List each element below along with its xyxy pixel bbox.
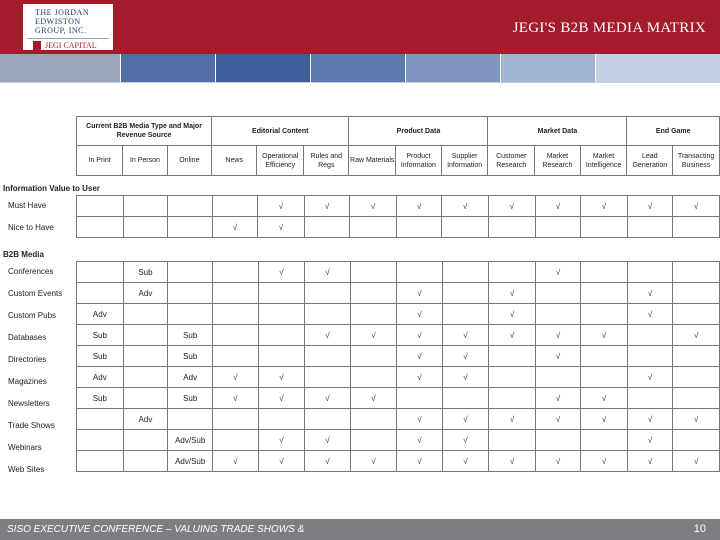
table-row: [77, 451, 720, 472]
header-group-endgame: End Game: [627, 117, 720, 146]
matrix-cell: [627, 346, 673, 367]
matrix-cell: Adv/Sub: [168, 451, 213, 472]
table-row: [77, 388, 720, 409]
matrix-cell: √: [305, 451, 351, 472]
matrix-cell: [77, 217, 124, 238]
row-label: Directories: [8, 355, 47, 364]
matrix-cell: [258, 346, 305, 367]
row-label: Databases: [8, 333, 47, 342]
matrix-cell: [168, 217, 213, 238]
matrix-cell: [123, 304, 168, 325]
page-number: 10: [693, 523, 706, 535]
table-row: [77, 196, 720, 217]
matrix-cell: √: [305, 430, 351, 451]
matrix-cell: Adv: [77, 304, 124, 325]
matrix-cell: [489, 367, 536, 388]
matrix-cell: √: [489, 196, 536, 217]
header-group-market: Market Data: [488, 117, 627, 146]
matrix-cell: [627, 262, 673, 283]
row-label: Web Sites: [8, 465, 45, 474]
slide-header: [0, 0, 720, 54]
matrix-cell: [77, 196, 124, 217]
matrix-cell: [213, 409, 259, 430]
matrix-cell: √: [305, 388, 351, 409]
matrix-cell: [627, 217, 673, 238]
matrix-cell: [397, 262, 443, 283]
strip-divider: [0, 82, 720, 83]
b2b-media-grid: [76, 261, 720, 472]
matrix-cell: √: [673, 196, 720, 217]
matrix-cell: [213, 430, 259, 451]
matrix-cell: √: [442, 409, 489, 430]
matrix-cell: [168, 409, 213, 430]
row-label: Magazines: [8, 377, 47, 386]
matrix-cell: √: [627, 283, 673, 304]
matrix-cell: √: [581, 388, 628, 409]
section-information-value: Information Value to User: [3, 184, 100, 193]
matrix-cell: [213, 325, 259, 346]
matrix-cell: [213, 304, 259, 325]
matrix-cell: [305, 409, 351, 430]
matrix-cell: [77, 283, 124, 304]
matrix-cell: [350, 262, 397, 283]
matrix-cell: [581, 304, 628, 325]
matrix-cell: √: [350, 325, 397, 346]
col-header: Product Information: [396, 146, 442, 176]
matrix-cell: [673, 262, 720, 283]
matrix-cell: [581, 217, 628, 238]
row-label: Must Have: [8, 201, 47, 210]
matrix-cell: √: [442, 196, 489, 217]
matrix-cell: [213, 262, 259, 283]
matrix-cell: √: [535, 346, 581, 367]
matrix-cell: [212, 196, 258, 217]
matrix-cell: √: [305, 325, 351, 346]
matrix-cell: √: [673, 451, 720, 472]
matrix-cell: [123, 325, 168, 346]
matrix-cell: [77, 262, 124, 283]
matrix-cell: [258, 283, 305, 304]
matrix-cell: [489, 388, 536, 409]
matrix-cell: [489, 430, 536, 451]
matrix-cell: [581, 367, 628, 388]
table-row: [77, 325, 720, 346]
matrix-cell: √: [442, 430, 489, 451]
matrix-cell: √: [258, 388, 305, 409]
col-header: In Person: [123, 146, 167, 176]
matrix-cell: [350, 304, 397, 325]
section-b2b-media: B2B Media: [3, 250, 44, 259]
matrix-cell: [535, 430, 581, 451]
matrix-cell: [213, 283, 259, 304]
matrix-cell: [123, 196, 168, 217]
matrix-cell: √: [213, 367, 259, 388]
matrix-cell: √: [442, 325, 489, 346]
matrix-cell: √: [397, 283, 443, 304]
matrix-cell: [77, 409, 124, 430]
table-row: [77, 262, 720, 283]
matrix-cell: [350, 283, 397, 304]
col-header: Transacting Business: [673, 146, 720, 176]
matrix-cell: Sub: [77, 325, 124, 346]
matrix-cell: √: [627, 430, 673, 451]
matrix-cell: √: [396, 196, 442, 217]
matrix-cell: [581, 262, 628, 283]
matrix-cell: [535, 217, 581, 238]
matrix-cell: √: [489, 451, 536, 472]
matrix-cell: √: [535, 388, 581, 409]
matrix-cell: [535, 367, 581, 388]
col-header: In Print: [77, 146, 123, 176]
matrix-cell: [350, 217, 397, 238]
row-label: Custom Pubs: [8, 311, 57, 320]
matrix-cell: [213, 346, 259, 367]
jegi-logo: [23, 4, 113, 50]
matrix-cell: [673, 346, 720, 367]
table-row: [77, 217, 720, 238]
matrix-cell: √: [304, 196, 350, 217]
slide-title: JEGI'S B2B MEDIA MATRIX: [512, 20, 706, 36]
matrix-cell: [442, 217, 489, 238]
matrix-cell: Adv: [77, 367, 124, 388]
matrix-cell: [396, 217, 442, 238]
matrix-cell: [673, 367, 720, 388]
matrix-cell: √: [627, 367, 673, 388]
matrix-cell: √: [627, 451, 673, 472]
logo-divider: [27, 38, 109, 39]
matrix-cell: √: [305, 262, 351, 283]
matrix-cell: [535, 304, 581, 325]
matrix-cell: [673, 217, 720, 238]
col-header: Lead Generation: [627, 146, 673, 176]
matrix-cell: [489, 346, 536, 367]
matrix-cell: [350, 430, 397, 451]
matrix-cell: √: [350, 196, 397, 217]
col-header: News: [212, 146, 257, 176]
logo-subtitle: JEGI CAPITAL: [45, 41, 97, 50]
matrix-cell: [442, 262, 489, 283]
row-label: Nice to Have: [8, 223, 54, 232]
matrix-cell: [168, 262, 213, 283]
matrix-cell: [673, 304, 720, 325]
matrix-cell: √: [535, 451, 581, 472]
matrix-cell: [305, 346, 351, 367]
info-value-grid: [76, 195, 720, 238]
matrix-cell: [77, 451, 124, 472]
matrix-cell: √: [397, 430, 443, 451]
matrix-cell: Sub: [168, 388, 213, 409]
matrix-cell: [673, 388, 720, 409]
table-row: [77, 409, 720, 430]
matrix-cell: √: [213, 451, 259, 472]
matrix-cell: [168, 283, 213, 304]
logo-line-2: EDWISTON: [35, 17, 81, 26]
table-row: [77, 304, 720, 325]
matrix-cell: [581, 346, 628, 367]
matrix-cell: [123, 346, 168, 367]
matrix-cell: [489, 217, 536, 238]
matrix-cell: √: [397, 409, 443, 430]
matrix-cell: [627, 325, 673, 346]
col-header: Supplier Information: [441, 146, 488, 176]
table-row: [77, 367, 720, 388]
col-header: Customer Research: [488, 146, 535, 176]
col-header: Operational Efficiency: [257, 146, 304, 176]
matrix-cell: √: [350, 451, 397, 472]
table-row: [77, 283, 720, 304]
matrix-cell: [489, 262, 536, 283]
matrix-header: [76, 116, 720, 176]
header-group-media-type: Current B2B Media Type and Major Revenue Source: [77, 117, 212, 146]
matrix-cell: √: [627, 409, 673, 430]
table-row: [77, 346, 720, 367]
matrix-cell: √: [581, 325, 628, 346]
row-label: Trade Shows: [8, 421, 55, 430]
matrix-cell: √: [442, 367, 489, 388]
matrix-cell: Sub: [77, 346, 124, 367]
logo-line-3: GROUP, INC.: [35, 26, 87, 35]
matrix-cell: √: [535, 325, 581, 346]
matrix-cell: [350, 367, 397, 388]
matrix-cell: [350, 409, 397, 430]
matrix-cell: [305, 304, 351, 325]
matrix-cell: √: [258, 367, 305, 388]
row-label: Conferences: [8, 267, 54, 276]
matrix-cell: [168, 304, 213, 325]
matrix-cell: [673, 430, 720, 451]
matrix-cell: [397, 388, 443, 409]
slide-footer: [0, 519, 720, 540]
matrix-cell: √: [581, 409, 628, 430]
matrix-cell: √: [627, 304, 673, 325]
matrix-cell: √: [489, 304, 536, 325]
col-header: Rules and Regs: [304, 146, 349, 176]
matrix-cell: Sub: [123, 262, 168, 283]
matrix-cell: [77, 430, 124, 451]
col-header: Raw Materials: [349, 146, 396, 176]
matrix-cell: √: [258, 430, 305, 451]
matrix-cell: √: [442, 346, 489, 367]
footer-text: SISO EXECUTIVE CONFERENCE – VALUING TRADE SHOWS &: [7, 524, 305, 535]
matrix-cell: Adv/Sub: [168, 430, 213, 451]
matrix-cell: √: [258, 262, 305, 283]
matrix-cell: [442, 388, 489, 409]
header-group-product: Product Data: [349, 117, 488, 146]
row-label: Newsletters: [8, 399, 50, 408]
row-label: Webinars: [8, 443, 42, 452]
matrix-cell: √: [489, 325, 536, 346]
col-header: Market Research: [535, 146, 581, 176]
matrix-cell: [442, 304, 489, 325]
matrix-cell: [123, 430, 168, 451]
table-row: [77, 430, 720, 451]
logo-mark-icon: [33, 41, 41, 50]
matrix-cell: √: [442, 451, 489, 472]
decorative-strip: [0, 54, 720, 82]
matrix-cell: Sub: [168, 325, 213, 346]
matrix-cell: √: [212, 217, 258, 238]
matrix-cell: √: [627, 196, 673, 217]
matrix-cell: [535, 283, 581, 304]
matrix-cell: [123, 388, 168, 409]
matrix-cell: Sub: [168, 346, 213, 367]
matrix-cell: [581, 283, 628, 304]
col-header: Online: [167, 146, 211, 176]
matrix-cell: [258, 409, 305, 430]
matrix-cell: √: [397, 367, 443, 388]
matrix-cell: √: [535, 409, 581, 430]
matrix-cell: √: [397, 346, 443, 367]
matrix-cell: [305, 367, 351, 388]
matrix-cell: [258, 325, 305, 346]
matrix-cell: [168, 196, 213, 217]
matrix-cell: [581, 430, 628, 451]
matrix-cell: √: [397, 451, 443, 472]
col-header: Market Intelligence: [580, 146, 627, 176]
matrix-cell: √: [581, 451, 628, 472]
matrix-cell: √: [535, 262, 581, 283]
matrix-cell: [627, 388, 673, 409]
matrix-cell: [123, 367, 168, 388]
matrix-cell: [258, 304, 305, 325]
matrix-cell: √: [673, 325, 720, 346]
matrix-cell: √: [350, 388, 397, 409]
matrix-cell: √: [489, 409, 536, 430]
matrix-cell: [305, 283, 351, 304]
matrix-cell: √: [397, 304, 443, 325]
matrix-cell: [673, 283, 720, 304]
matrix-cell: √: [213, 388, 259, 409]
matrix-cell: √: [397, 325, 443, 346]
header-group-editorial: Editorial Content: [212, 117, 349, 146]
matrix-cell: [350, 346, 397, 367]
matrix-cell: Adv: [168, 367, 213, 388]
matrix-cell: √: [673, 409, 720, 430]
matrix-cell: √: [258, 451, 305, 472]
matrix-cell: [123, 451, 168, 472]
matrix-cell: Adv: [123, 283, 168, 304]
matrix-cell: √: [581, 196, 628, 217]
logo-line-1: THE JORDAN: [35, 8, 90, 17]
matrix-cell: Sub: [77, 388, 124, 409]
matrix-cell: √: [535, 196, 581, 217]
row-label: Custom Events: [8, 289, 63, 298]
matrix-cell: √: [489, 283, 536, 304]
matrix-cell: Adv: [123, 409, 168, 430]
matrix-cell: √: [258, 217, 305, 238]
matrix-cell: [442, 283, 489, 304]
matrix-cell: √: [258, 196, 305, 217]
matrix-cell: [123, 217, 168, 238]
matrix-cell: [304, 217, 350, 238]
